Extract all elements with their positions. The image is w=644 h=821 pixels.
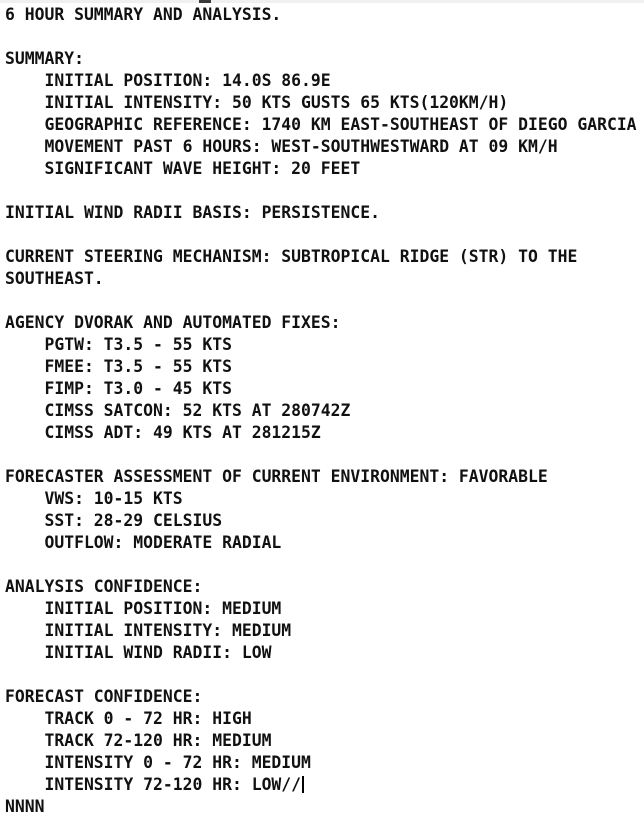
text-line <box>5 664 644 686</box>
text-line: GEOGRAPHIC REFERENCE: 1740 KM EAST-SOUTHEAST OF DIEGO GARCIA <box>5 115 637 134</box>
cropped-glyph-fragment <box>199 0 211 3</box>
text-line: TRACK 0 - 72 HR: HIGH <box>5 709 252 728</box>
text-line: SST: 28-29 CELSIUS <box>5 511 223 530</box>
text-line: ANALYSIS CONFIDENCE: <box>5 577 203 596</box>
text-line <box>5 26 644 48</box>
text-line: AGENCY DVORAK AND AUTOMATED FIXES: <box>5 313 341 332</box>
text-line <box>5 444 644 466</box>
text-line: INITIAL INTENSITY: MEDIUM <box>5 621 292 640</box>
bulletin-text-area[interactable] <box>5 4 644 818</box>
text-line: INITIAL WIND RADII BASIS: PERSISTENCE. <box>5 203 380 222</box>
text-line: INITIAL INTENSITY: 50 KTS GUSTS 65 KTS(120KM/H) <box>5 93 509 112</box>
text-line: PGTW: T3.5 - 55 KTS <box>5 335 232 354</box>
text-line: 6 HOUR SUMMARY AND ANALYSIS. <box>5 5 282 24</box>
text-line: FORECASTER ASSESSMENT OF CURRENT ENVIRONMENT: FAVORABLE <box>5 467 548 486</box>
text-line: FORECAST CONFIDENCE: <box>5 687 203 706</box>
text-line: INTENSITY 72-120 HR: LOW// <box>5 774 644 796</box>
text-line: INITIAL WIND RADII: LOW <box>5 643 272 662</box>
text-line <box>5 290 644 312</box>
text-line: INITIAL POSITION: 14.0S 86.9E <box>5 71 331 90</box>
text-line: VWS: 10-15 KTS <box>5 489 183 508</box>
text-line <box>5 554 644 576</box>
text-line: FIMP: T3.0 - 45 KTS <box>5 379 232 398</box>
text-line: FMEE: T3.5 - 55 KTS <box>5 357 232 376</box>
text-line: SOUTHEAST. <box>5 269 104 288</box>
text-line: CIMSS ADT: 49 KTS AT 281215Z <box>5 423 321 442</box>
text-line: INITIAL POSITION: MEDIUM <box>5 599 282 618</box>
text-line: MOVEMENT PAST 6 HOURS: WEST-SOUTHWESTWARD AT 09 KM/H <box>5 137 558 156</box>
text-line: SUMMARY: <box>5 49 84 68</box>
text-line: TRACK 72-120 HR: MEDIUM <box>5 731 272 750</box>
cropped-previous-line-artifact <box>0 0 644 3</box>
text-line <box>5 180 644 202</box>
text-line <box>5 224 644 246</box>
text-line: OUTFLOW: MODERATE RADIAL <box>5 533 282 552</box>
text-line: INTENSITY 0 - 72 HR: MEDIUM <box>5 753 311 772</box>
text-line: NNNN <box>5 797 45 816</box>
text-line: SIGNIFICANT WAVE HEIGHT: 20 FEET <box>5 159 361 178</box>
text-cursor-icon <box>302 776 304 793</box>
text-line: CURRENT STEERING MECHANISM: SUBTROPICAL RIDGE (STR) TO THE <box>5 247 578 266</box>
text-line: CIMSS SATCON: 52 KTS AT 280742Z <box>5 401 351 420</box>
